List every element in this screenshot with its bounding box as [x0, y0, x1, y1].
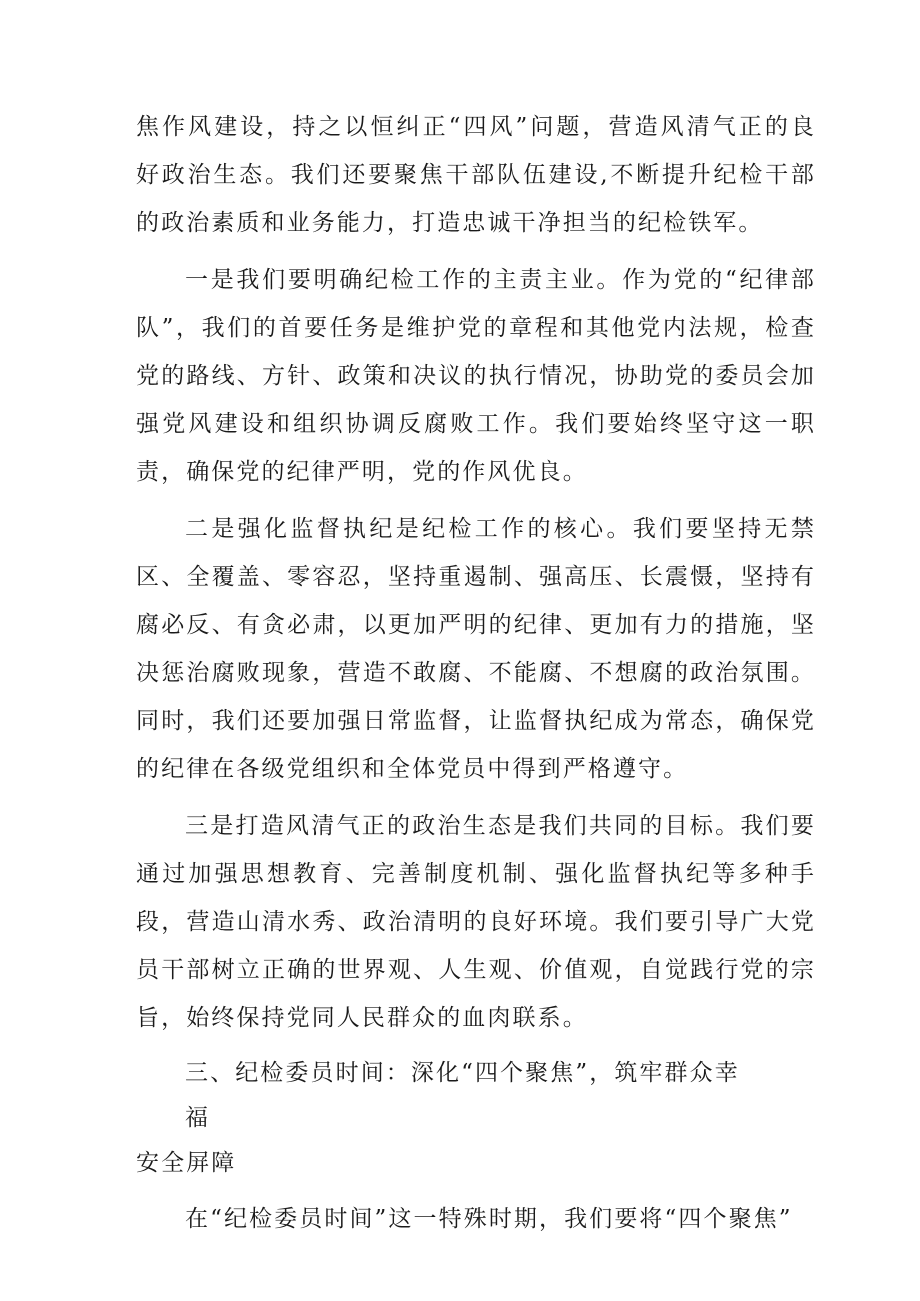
- section-heading-line1: 三、纪检委员时间：深化“四个聚焦”，筑牢群众幸福: [185, 1060, 740, 1131]
- paragraph-closing: 在“纪检委员时间”这一特殊时期，我们要将“四个聚焦”: [185, 1206, 793, 1232]
- paragraph-point-two: 二是强化监督执纪是纪检工作的核心。我们要坚持无禁区、全覆盖、零容忍，坚持重遏制、强高压、长震慑，坚持有腐必反、有贪必肃，以更加严明的纪律、更加有力的措施，坚决惩治腐败现象，营造不敢腐、不能腐、不想腐的政治氛围。同时，我们还要加强日常监督，让监督执纪成为常态，确保党的纪律在各级党组织和全体党员中得到严格遵守。: [136, 516, 816, 782]
- paragraph-point-one: 一是我们要明确纪检工作的主责主业。作为党的“纪律部队”，我们的首要任务是维护党的章程和其他党内法规，检查党的路线、方针、政策和决议的执行情况，协助党的委员会加强党风建设和组织协调反腐败工作。我们要始终坚守这一职责，确保党的纪律严明，党的作风优良。: [136, 267, 816, 485]
- section-heading: [136, 1051, 816, 1186]
- section-heading-line2: 安全屏障: [136, 1150, 237, 1176]
- document-body: [136, 103, 816, 1243]
- paragraph-point-three: 三是打造风清气正的政治生态是我们共同的目标。我们要通过加强思想教育、完善制度机制、强化监督执纪等多种手段，营造山清水秀、政治清明的良好环境。我们要引导广大党员干部树立正确的世界观、人生观、价值观，自觉践行党的宗旨，始终保持党同人民群众的血肉联系。: [136, 813, 816, 1031]
- paragraph-continuation: 焦作风建设，持之以恒纠正“四风”问题，营造风清气正的良好政治生态。我们还要聚焦干部队伍建设,不断提升纪检干部的政治素质和业务能力，打造忠诚干净担当的纪检铁军。: [136, 114, 816, 236]
